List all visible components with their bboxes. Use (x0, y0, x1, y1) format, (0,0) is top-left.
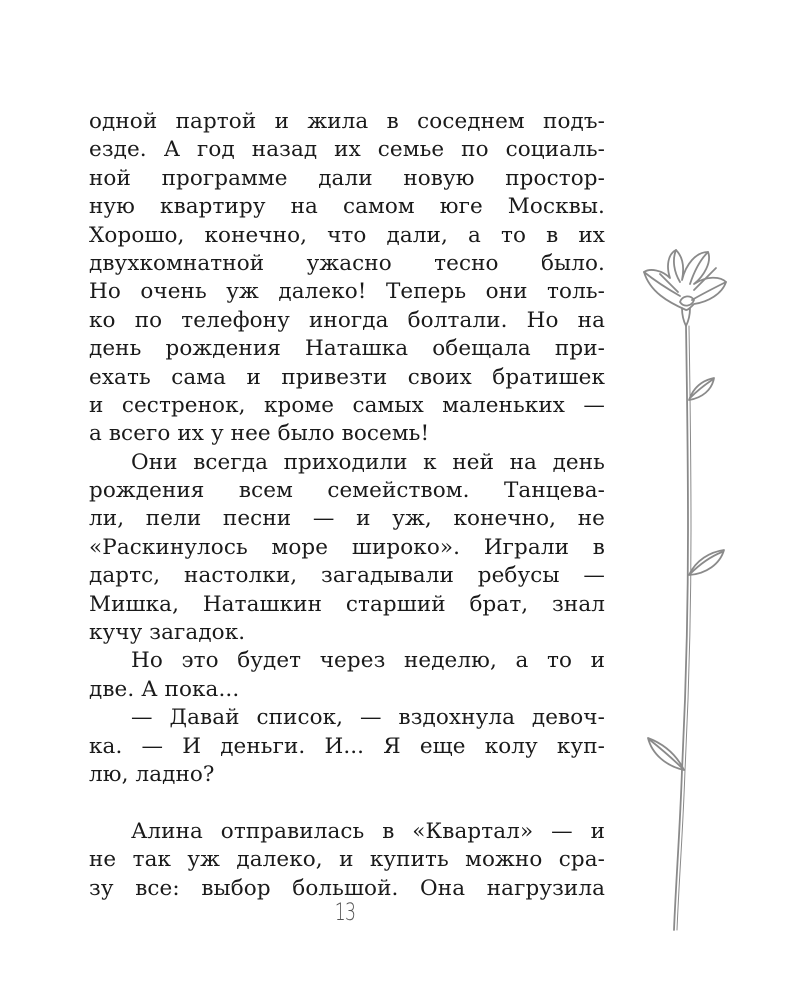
text-line: «Раскинулось море широко». Играли в (89, 534, 605, 560)
text-line: день рождения Наташка обещала при- (89, 336, 605, 362)
paragraph (89, 704, 605, 789)
text-line: рождения всем семейством. Танцева- (89, 478, 605, 504)
text-line: Алина отправилась в «Квартал» — и (131, 818, 605, 844)
text-line: ехать сама и привезти своих братишек (89, 364, 605, 390)
text-line: лю, ладно? (89, 761, 215, 787)
text-line: езде. А год назад их семье по социаль- (89, 137, 605, 163)
text-line: ной программе дали новую простор- (89, 165, 605, 191)
paragraph (89, 818, 605, 903)
text-line: Но это будет через неделю, а то и (131, 648, 605, 674)
text-line: Они всегда приходили к ней на день (131, 449, 605, 475)
text-line: ко по телефону иногда болтали. Но на (89, 307, 605, 333)
flower-stem-illustration (620, 230, 740, 940)
text-line: две. А пока... (89, 676, 240, 702)
text-line: Хорошо, конечно, что дали, а то в их (89, 222, 605, 248)
paragraph (89, 108, 605, 449)
text-line: ли, пели песни — и уж, конечно, не (89, 506, 605, 532)
text-line: Мишка, Наташкин старший брат, знал (89, 591, 605, 617)
text-line: двухкомнатной ужасно тесно было. (89, 250, 605, 276)
text-line: зу все: выбор большой. Она нагрузила (89, 875, 605, 901)
page-number: 13 (334, 898, 356, 926)
text-line: а всего их у нее было восемь! (89, 421, 430, 447)
text-line: ка. — И деньги. И... Я еще колу куп- (89, 733, 605, 759)
text-line: и сестренок, кроме самых маленьких — (89, 392, 605, 418)
text-line: — Давай список, — вздохнула девоч- (131, 705, 605, 731)
text-line: не так уж далеко, и купить можно сра- (89, 847, 605, 873)
paragraph (89, 449, 605, 648)
text-line: одной партой и жила в соседнем подъ- (89, 109, 605, 134)
text-line: Но очень уж далеко! Теперь они толь- (89, 279, 605, 305)
section-break (89, 789, 605, 817)
text-line: дартс, настолки, загадывали ребусы — (89, 563, 605, 589)
text-line: ную квартиру на самом юге Москвы. (89, 194, 605, 220)
text-line: кучу загадок. (89, 620, 246, 646)
body-text (89, 108, 605, 903)
paragraph (89, 647, 605, 704)
